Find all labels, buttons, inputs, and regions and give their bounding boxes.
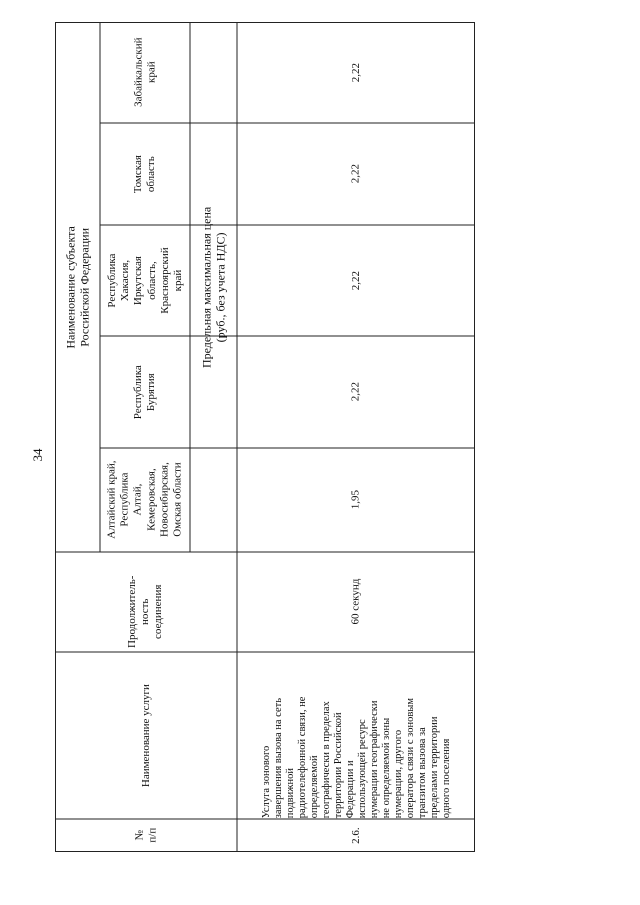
row-number: 2.6. [349, 827, 362, 844]
region-label: Томская область [131, 154, 157, 194]
row-service-cell [237, 652, 475, 819]
price-value: 2,22 [349, 164, 362, 184]
region-label: Республика Хакасия, Иркутская область, Красноярский край [105, 247, 184, 314]
region-header-cell [100, 225, 190, 336]
header-service-cell [55, 652, 237, 819]
header-subject-group: Наименование субъекта Российской Федерации [63, 225, 92, 349]
price-value: 2,22 [349, 62, 362, 83]
region-label: Алтайский край, Республика Алтай, Кемеровская, Новосибирская, Омская области [105, 460, 184, 540]
row-duration: 60 секунд [349, 579, 362, 625]
page-number: 34 [30, 448, 45, 462]
price-cell [237, 448, 475, 552]
header-service-name: Наименование услуги [139, 683, 152, 788]
region-header-cell [100, 448, 190, 552]
price-cell [237, 123, 475, 225]
row-service: Услуга зонового завершения вызова на сеть подвижной радиотелефонной связи, не определяемой географически в пределах территории Российской Федерации и использующей ресурс нумерации географически не определяемой зоны нумерации, другого оператора связи с зоновым транзитом вызова за пределами территории одного поселения [260, 696, 451, 818]
region-header-cell [100, 22, 190, 123]
price-cell [237, 22, 475, 123]
header-number-cell [55, 819, 237, 852]
region-header-cell [100, 336, 190, 448]
price-cell [237, 225, 475, 336]
price-value: 2,22 [349, 270, 362, 291]
header-duration-cell [55, 552, 237, 652]
region-label: Республика Бурятия [131, 365, 157, 420]
tariff-table [55, 22, 475, 852]
row-number-cell [237, 819, 475, 852]
header-subject-cell [55, 22, 100, 552]
header-price-group: Предельная максимальная цена (руб., без учета НДС) [199, 206, 228, 368]
region-label: Забайкальский край [131, 37, 157, 108]
header-number: № п/п [132, 828, 158, 843]
region-header-cell [100, 123, 190, 225]
header-price-cell [190, 22, 237, 552]
header-duration: Продолжитель- ность соединения [126, 575, 165, 648]
row-duration-cell [237, 552, 475, 652]
price-value: 1,95 [349, 490, 362, 510]
price-value: 2,22 [349, 382, 362, 402]
price-cell [237, 336, 475, 448]
